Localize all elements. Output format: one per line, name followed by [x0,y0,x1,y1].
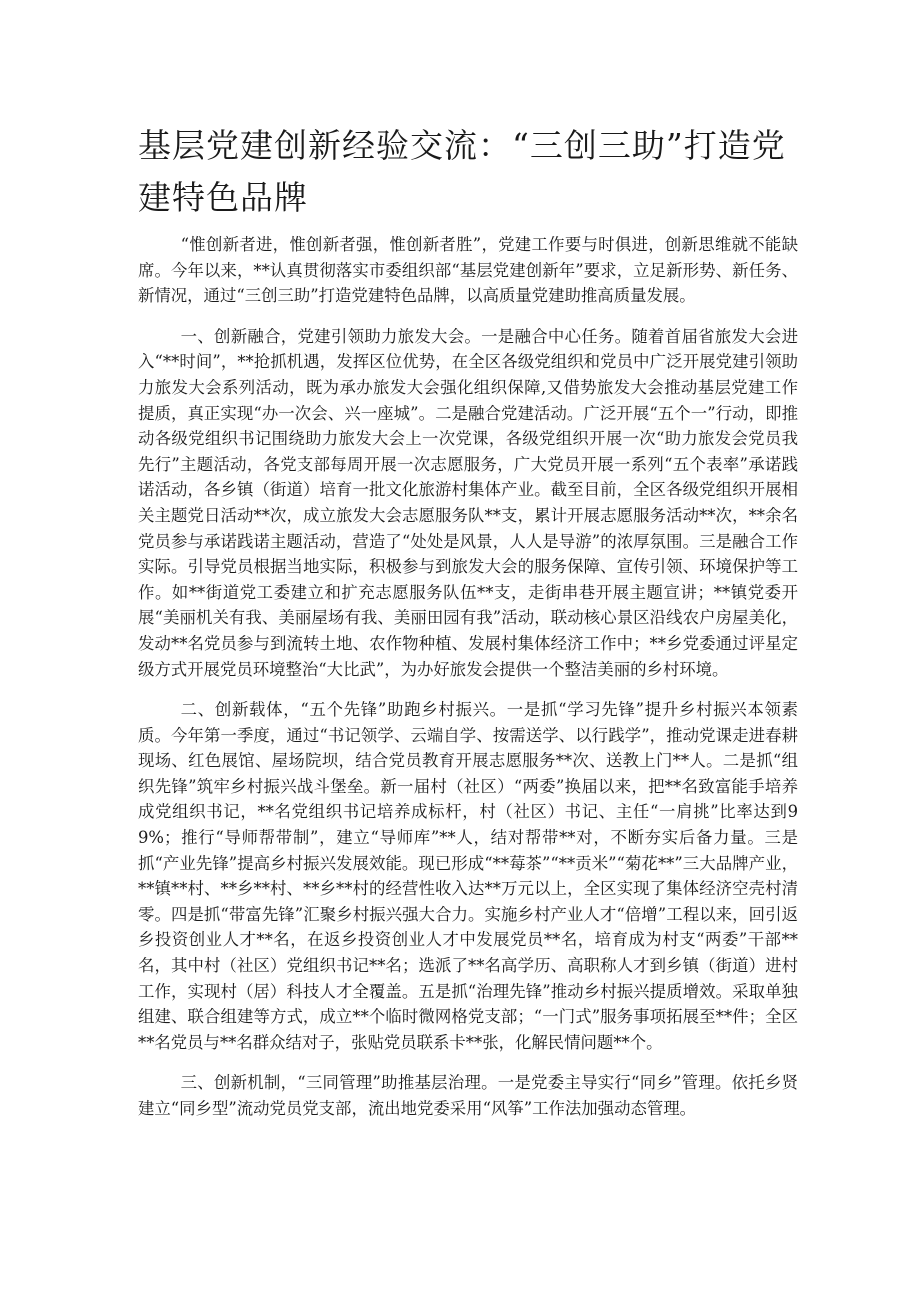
document-body [138,232,798,1122]
intro-paragraph: “惟创新者进，惟创新者强，惟创新者胜”，党建工作要与时俱进，创新思维就不能缺席。今年以来，**认真贯彻落实市委组织部“基层党建创新年”要求，立足新形势、新任务、新情况，通过“三创三助”打造党建特色品牌，以高质量党建助推高质量发展。 [138,235,798,306]
section-two-paragraph: 二、创新载体，“五个先锋”助跑乡村振兴。一是抓“学习先锋”提升乡村振兴本领素质。今年第一季度，通过“书记领学、云端自学、按需送学、以行践学”，推动党课走进春耕现场、红色展馆、屋场院坝，结合党员教育开展志愿服务**次、送教上门**人。二是抓“组织先锋”筑牢乡村振兴战斗堡垒。新一届村（社区）“两委”换届以来，把**名致富能手培养成党组织书记，**名党组织书记培养成标杆，村（社区）书记、主任“一肩挑”比率达到99%；推行“导师帮带制”，建立“导师库”**人，结对帮带**对，不断夯实后备力量。三是抓“产业先锋”提高乡村振兴发展效能。现已形成“**莓茶”“**贡米”“菊花**”三大品牌产业，**镇**村、**乡**村、**乡**村的经营性收入达**万元以上，全区实现了集体经济空壳村清零。四是抓“带富先锋”汇聚乡村振兴强大合力。实施乡村产业人才“倍增”工程以来，回引返乡投资创业人才**名，在返乡投资创业人才中发展党员**名，培育成为村支“两委”干部**名，其中村（社区）党组织书记**名；选派了**名高学历、高职称人才到乡镇（街道）进村工作，实现村（居）科技人才全覆盖。五是抓“治理先锋”推动乡村振兴提质增效。采取单独组建、联合组建等方式，成立**个临时微网格党支部；“一门式”服务事项拓展至**件；全区**名党员与**名群众结对子，张贴党员联系卡**张，化解民情问题**个。 [138,700,798,1052]
section-three-paragraph: 三、创新机制，“三同管理”助推基层治理。一是党委主导实行“同乡”管理。依托乡贤建立“同乡型”流动党员党支部，流出地党委采用“风筝”工作法加强动态管理。 [138,1073,798,1118]
section-one-paragraph: 一、创新融合，党建引领助力旅发大会。一是融合中心任务。随着首届省旅发大会进入“**时间”，**抢抓机遇，发挥区位优势，在全区各级党组织和党员中广泛开展党建引领助力旅发大会系列活动，既为承办旅发大会强化组织保障,又借势旅发大会推动基层党建工作提质，真正实现“办一次会、兴一座城”。二是融合党建活动。广泛开展“五个一”行动，即推动各级党组织书记围绕助力旅发大会上一次党课，各级党组织开展一次“助力旅发会党员我先行”主题活动，各党支部每周开展一次志愿服务，广大党员开展一系列“五个表率”承诺践诺活动，各乡镇（街道）培育一批文化旅游村集体产业。截至目前，全区各级党组织开展相关主题党日活动**次，成立旅发大会志愿服务队**支，累计开展志愿服务活动**次，**余名党员参与承诺践诺主题活动，营造了“处处是风景，人人是导游”的浓厚氛围。三是融合工作实际。引导党员根据当地实际，积极参与到旅发大会的服务保障、宣传引领、环境保护等工作。如**街道党工委建立和扩充志愿服务队伍**支，走街串巷开展主题宣讲；**镇党委开展“美丽机关有我、美丽屋场有我、美丽田园有我”活动，联动核心景区沿线农户房屋美化，发动**名党员参与到流转土地、农作物种植、发展村集体经济工作中；**乡党委通过评星定级方式开展党员环境整治“大比武”，为办好旅发会提供一个整洁美丽的乡村环境。 [138,326,798,679]
document-title: 基层党建创新经验交流：“三创三助”打造党建特色品牌 [138,126,786,217]
